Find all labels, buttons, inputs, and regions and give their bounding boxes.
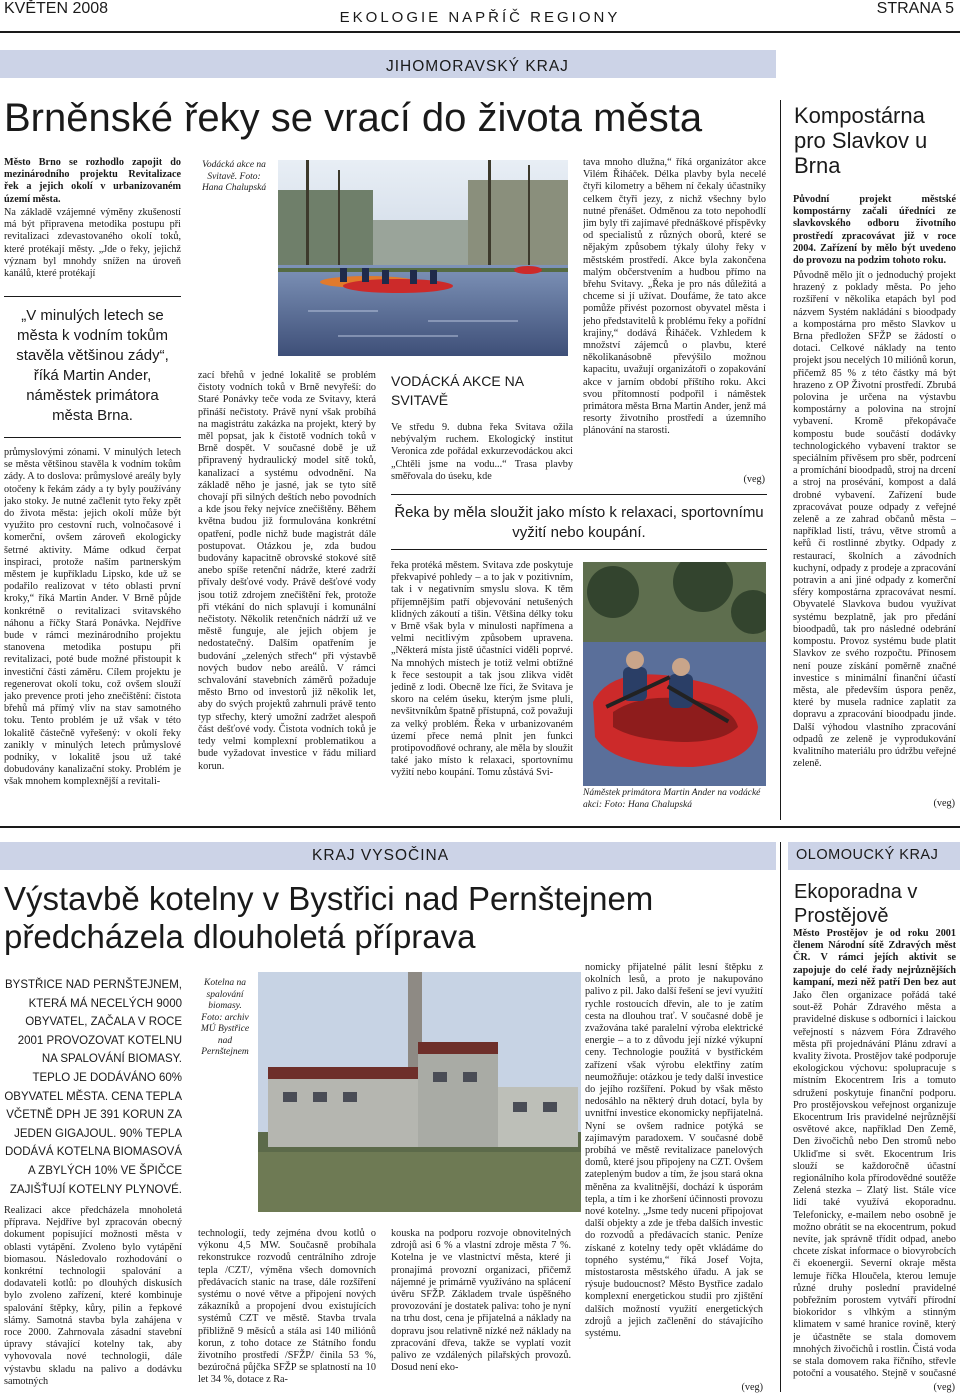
byline-veg: (veg) xyxy=(743,474,765,485)
header-page: STRANA 5 xyxy=(876,0,954,17)
pull-divider-top xyxy=(391,494,767,495)
pull-divider-bottom xyxy=(391,549,767,550)
article-lead: Město Brno se rozhodlo zapojit do mezinárodního projektu Revitalizace řek a jejich okolí v urbanizovaném území města. xyxy=(4,157,181,205)
sidebar-body: Původně mělo jít o jednoduchý projekt hrazený z poklady města. Po jeho rozšíření v několika etapách byl pod názvem Systém nakládání s bioodpady a kompostárna pro město Slavkov u Brna předložen SFŽP se žádostí o dotaci. Celkové náklady na tento projekt jsou necelých 10 miliónů korun, přičemž 85 % z této částky má být hrazeno z OP Životní prostředí. Zbrubá polovina je určena na výstavbu kompostárny a polovina na strojní vybavení. Kromě překopávače kompostu bude součástí dodávky technologického vybavení traktor se speciálním přívěsem pro sběr, podrcení a promíchání bioodpadů, stroj na drcení a stroj na prosévání, kompost a dalá drobné vybavení. Zařízení bude zpracovávat pouze odpady z veřejné zeleně a ze zahrad občanů města – například listí, trávu, větve stromů a keřů či rostlinné zbytky. Odpady z restaurací, školních a závodních kuchyní, odpady z prodeje a zpracování potravin a ani jiné odpady z komerční sféry kompostárna zpracovávat nesmí. Obyvatelé Slavkova budou využívat systému bezplatně, jak pro předání bioodpadů, tak pro následné odebrání kompostu. Provoz systému bude platit Slavkov ze svého rozpočtu. Přínosem není pouze získání poměrně značné investice s minimální finanční účastí města, ale především úspora peněz, které by musela radnice zaplatit za dopravu a zpracování bioodpadu jinde. Další výhodou vlastního zpracování odpadů ze zeleně je vyprodukování kvalitního materiálu pro údržbu veřejné zeleně. xyxy=(793,270,956,770)
kayak-photo xyxy=(278,160,568,356)
article-column-3a: Ve středu 9. dubna řeka Svitava ožila nebývalým ruchem. Ekologický institut Veronica zde pořádal exkurzevodáckou akci „Chtěli jsme na vodu...“ Trasa plavby směřovala do úseku, kde xyxy=(391,422,573,482)
article4-lead: Město Prostějov je od roku 2001 členem Národní sítě Zdravých měst ČR. V rámci jejích aktivit se zapojuje do celé řady nejrůznějších kampaní, mezi něž patří Den bez aut xyxy=(793,928,956,988)
section-divider xyxy=(0,826,960,828)
sidebar-title: Kompostárna pro Slavkov u Brna xyxy=(794,103,928,178)
header-month: KVĚTEN 2008 xyxy=(4,0,109,17)
boiler-photo xyxy=(258,972,581,1212)
quote-divider xyxy=(4,296,181,297)
article3-column-1: Realizaci akce předcházela mnoholetá příprava. Nejdříve byl zpracován obecný dokument popisující možnosti města v oblasti vytápění. Zvoleno bylo vytápění biomasou. Následovalo rozhodování o konkrétní technologii spalování a dodavateli kotlů: po dlouhých diskusích bylo zvoleno zařízení, které kombinuje spalování štěpky, kůry, pilin a řepkové slámy. Samotná stavba byla zahájena v roce 2000. Zahrnovala zásadní stavební úpravy stávající kotelny tak, aby vyhovovala nové technologii, dále výstavbu skladu na palivo a dodávku samotných xyxy=(4,1205,182,1387)
sidebar-veg: (veg) xyxy=(933,798,955,809)
article-column-1a: Na základě vzájemné výměny zkušeností má být připravena metodika postupu při revitalizaci zdevastovaného okolí toků, které protékají městy. „Jde o řeky, jejichž význam byl mnohdy snížen na úroveň kanálů, které protékají xyxy=(4,207,181,280)
article-column-4: tava mnoho dlužna,“ říká organizátor akce Vilém Řiháček. Délka plavby byla necelé čtyři kilometry a během ní čekaly účastníky celkem čtyři jezy, z nichž všechny bylo nutné přenášet. Odměnou za toto nepohodlí jim byly tři zajímavé přednáškové příspěvky od specialistů z různých oborů, které se nějakým způsobem týkaly úlohy řeky v městském prostředí. Akce byla zakončena malým občerstvením a hudbou přímo na břehu Svitavy. „Řeka je pro nás důležitá a chceme si jí užívat. Doufáme, že tato akce pomůže přivést pozornost obyvatel města i jeho představitelů k problému řeky a pořídní krajiny,“ dodává Řiháček. Vzhledem k množství zájemců o plavbu, které několikanásobně převýšilo možnou kapacitu, uvažují organizátoři o zopakování akce v jarním období příštího roku. Akci svou přítomností podpořil i náměstek primátora města Brna Martin Ander, jenž má resorty životního prostředí a územního plánování na starosti. xyxy=(583,157,766,437)
article-column-2: zací břehů v jedné lokalitě se problém čistoty vodních toků v Brně nevyřeší: do Staré Ponávky teče voda ze Svitavy, která přináší nečistoty. Právě nyní však probíhá na magistrátu zakázka na projekt, který by měl popsat, jak k čistotě vodních toků v Brně dospět. V současné době je už připravený hydraulický model sítě toků, kanalizací a systému odvodnění. Na základě něho je jasné, jak se tyto sítě chovají při silných deštích nebo povodních a kde jsou řeky nejvíce znečištěny. Během května budou již formulována konkrétní opatření, podle nichž bude magistrát dále postupovat. Otázkou je, zda budou budovány kapacitně obrovské stokové sítě anebo spíše retenční nádrže, které zadrží přívaly dešťové vody. Právě dešťové vody jsou totiž zdrojem znečištění řek, protože při vtékání do nich splavují i komunální nečistoty. Několik retenčních nádrží už ve městě funguje, ale jejich objem je nedostatečný. Dalším opatřením je budování „zelených střech“ při výstavbě nových budov nebo areálů. V rámci schvalování stavebních záměrů požaduje město Brno od investorů již několik let, aby do svých projektů zahrnuli právě tento typ střechy, který umožní zadržet alespoň část dešťové vody. Čistota vodních toků je tedy velmi komplexní problematikou a bude vyžadovat investice v řádu miliard korun. xyxy=(198,370,376,772)
article3-column-2: technologií, tedy zejména dvou kotlů o výkonu 4,5 MW. Současně probíhala rekonstrukce rozvodů centrálního zdroje tepla /CZT/, výměna všech domovních předávacích stanic na trase, dále rozšíření systému o nové větve a připojení nových zákazníků a propojení dvou existujících systémů CZT ve městě. Stavba trvala přibližně 9 měsíců a stála asi 140 miliónů korun, z toho dotace ze Státního fondu životního prostředí /SFŽP/ činila 53 %, bezúročná půjčka SFŽP se splatností na 10 let 34 %, dotace z Ra- xyxy=(198,1228,376,1386)
article-column-3b: řeka protéká městem. Svitava zde poskytuje překvapivé pohledy – a to jak v pozitivním, tak i v negativním smyslu slova. K těm příjemnějším patří objevování netušených klidných zákoutí a tišin. Většina délky toku v Brně však byla v minulosti napřímena a velmi necitlivým způsobem upravena. „Některá místa jistě účastníci viděli poprvé. Na mnohých místech je totiž velmi obtížné k řece sestoupit a tak jsou zlikva vidět jedině z lodi. Obecně lze říci, že Svitava je skoro na celém úseku, kterým jsme pluli, nevšitvníkům špatně přístupná, což považuji za velký problém. Řeka v urbanizovaném území přece nemá plnit jen funkci protipovodňové ochrany, ale měla by sloužit také jako místo k relaxaci, sportovnímu vyžití nebo koupání. Tomu zůstává Svi- xyxy=(391,560,573,779)
sidebar-lead: Původní projekt městské kompostárny začali úředníci ze slavkovského odboru životního prostředí zpracovávat již v roce 2004. Zařízení by mělo být uvedeno do provozu na podzim tohoto roku. xyxy=(793,194,956,267)
article4-veg: (veg) xyxy=(933,1382,955,1393)
article3-lead: BYSTŘICE NAD PERNŠTEJNEM, KTERÁ MÁ NECELÝCH 9000 OBYVATEL, ZAČALA V ROCE 2001 PROVOZOVAT KOTELNU NA SPALOVÁNÍ BIOMASY. TEPLO JE DODÁVÁNO 60% OBYVATEL MĚSTA. CENA TEPLA VČETNĚ DPH JE 391 KORUN ZA JEDEN GIGAJOUL. 90% TEPLA DODÁVÁ KOTELNA BIOMASOVÁ A ZBYLÝCH 10% VE ŠPIČCE ZAJIŠŤUJÍ KOTELNY PLYNOVÉ. xyxy=(4,979,182,1196)
article-title: Brněnské řeky se vrací do života města xyxy=(4,96,703,140)
region-label: JIHOMORAVSKÝ KRAJ xyxy=(386,58,569,75)
article-column-1b: průmyslovými zónami. V minulých letech se města většinou stavěla k vodním tokům zády. A to doslova: průmyslové areály byly otočeny k řekám zády a ty byly používány jako stoky. Je nutné začlenit tyto řeky zpět do života města: jejich okolí může být využito pro cestovní ruch, volnočasové i komerční, ovšem zároveň ekologicky šetrné aktivity. Máme odkud čerpat inspiraci, protože naším partnerským městem je kupříkladu Lipsko, kde už se podařilo realizovat v této oblasti první kroky,“ říká Martin Ander. V Brně půjde konkrétně o revitalizaci svitavského náhonu a říčky Stará Ponávka. Nejdříve bude v rámci mezinárodního projektu stanovena metodika postupu při revitalizaci, poté bude možné přistoupit k investiční části záměru. Cílem projektu je regenerovat okolí toku, což ovšem slouží jako prevence proti jeho znečištění: čistota břehů má přímý vliv na stav samotného toku. Tento problém je už však v této lokalitě částečně vyřešený: v okolí řeky zanikly v minulých letech průmyslové podniky, v lokalitě jsou už také dobudovány kanalizační stoky. Problém je však mnohem komplexnější a revitali- xyxy=(4,447,181,788)
article3-title: Výstavbě kotelny v Bystřici nad Pernštejnem předcházela dlouholetá příprava xyxy=(4,880,654,955)
pull-line: Řeka by měla sloužit jako místo k relaxaci, sportovnímu vyžití nebo koupání. xyxy=(394,504,764,541)
article4-title: Ekoporadna v Prostějově xyxy=(794,881,918,927)
photo3-caption: Kotelna na spalování biomasy. Foto: archiv MÚ Bystřice nad Pernštejnem xyxy=(200,978,250,1057)
pull-quote: „V minulých letech se města k vodním tokům stavěla většinou zády“, říká Martin Ander, náměstek primátora města Brna. xyxy=(16,307,169,424)
article3-column-3: kouska na podporu rozvoje obnovitelných zdrojů asi 6 % a vlastní zdroje města 7 %. Kotelna je ve vlastnictví města, které ji pronajímá provozní organizaci, přičemž nájemné je primárně využíváno na splácení úvěru SFŽP. Základem trvale úspěšného provozování je dostatek paliva: toho je nyní na trhu dost, cena je přijatelná a náklady na dopravu jsou relativně nízké než náklady na zpracování dřeva, takže se vyplatí vozit palivo ze vzdálených pilařských provozů. Dosud není eko- xyxy=(391,1228,571,1374)
column-divider-2 xyxy=(780,842,781,1392)
raft-photo xyxy=(583,562,766,786)
article3-veg: (veg) xyxy=(741,1382,763,1393)
article4-body: Jako člen organizace pořádá také sout‑ěž Pohár Zdravého města a pravidelné diskuse s odborníci i laickou veřejností s názvem Fóra Zdravého města při projednávání Plánu zdraví a kvality života. Prostějov také podporuje ekologickou výchovu: spolupracuje s místním Ekocentrem Iris a tomuto sdružení poskytuje finanční podporu. Pro prostějovskou veřejnost organizuje Ekocentrum Iris pravidelné nejrůznější osvětové akce, například Den Země, Den živočichů nebo Den stromů nebo Ukliďme si svět. Ekocentrum Iris slouží se každoročně účastní regionálního kola přírodovědné soutěže Zelená stezka – Zlatý list. Stále více lidí také využívá ekoporadnu. Telefonicky, e-mailem nebo osobně je možno obrátit se na ekocentrum, pokud nevíte, jak správně třídit odpad, anebo chcete získat informace o biovyrobcích či ekoenergii. Severní okraje města lemuje říčka Hloučela, kterou lemuje různé druhy poslední pravidelné pobřežním porostem vytváří přírodní biokoridor s vlhkým a stinným klimatem v samé hranice rovině, který je účastněte se stala domovem mnohých živočichů i rostlin. Čistá voda se stala domovem raka říčního, střevle potoční a vousatého. Stejně v současné xyxy=(793,990,956,1380)
photo2-caption: Náměstek primátora Martin Ander na vodácké akci: Foto: Hana Chalupská xyxy=(583,788,761,810)
article3-column-4: nomicky přijatelné pálit lesní štěpku z okolních lesů, a proto je nakupováno palivo z pil. Jako další řešení se jeví využití rychle rostoucích dřevin, ale to je zatím cesta na dlouhou trať. V současné době je zvažována také paralelní výroba elektrické energie – a to z důvodu její nízké výkupní ceny. Technologie použitá v bystřickém zařízení však výrobu elektřiny zatím neumožňuje: otázkou je tedy další investice do jejího rozšíření. Pokud by však město nedosáhlo na některý druh dotací, byla by uvnitřní investice ekonomicky nepřijatelná. Nyní se ovšem radnice potýká se zajímavým paradoxem. V současné době probíhá ve městě revitalizace panelových domů, které jsou připojeny na CZT. Ovšem zatepleným budov a tím, že jsou stará okna měněna za kvalitnější, dochází k úsporám tepla, a tím i ke zhoršení účinnosti provozu nové kotelny. „Jsme tedy nuceni připojovat další objekty a zde je třeba dalších investic do rozvodů a předávacích stanic. Peníze získané z kotelny tedy opět vkládáme do topného systému,“ říká Josef Vojta, místostarosta městského úřadu. A jak se rýsuje budoucnost? Město Bystřice zadalo komplexní energetickou studii pro zjištění dalších možností využití energetických zdrojů a jejich začlenění do stávajícího systému. xyxy=(585,962,763,1340)
column-divider xyxy=(780,100,781,820)
header-section: EKOLOGIE NAPŘÍČ REGIONY xyxy=(339,9,621,26)
photo-caption: Vodácká akce na Svitavě. Foto: Hana Chalupská xyxy=(201,160,267,193)
region-label-3: OLOMOUCKÝ KRAJ xyxy=(796,847,939,863)
header-divider xyxy=(0,31,960,33)
quote-divider-bottom xyxy=(4,437,181,438)
subheading: VODÁCKÁ AKCE NA SVITAVĚ xyxy=(391,373,524,408)
region-label-2: KRAJ VYSOČINA xyxy=(312,847,450,864)
